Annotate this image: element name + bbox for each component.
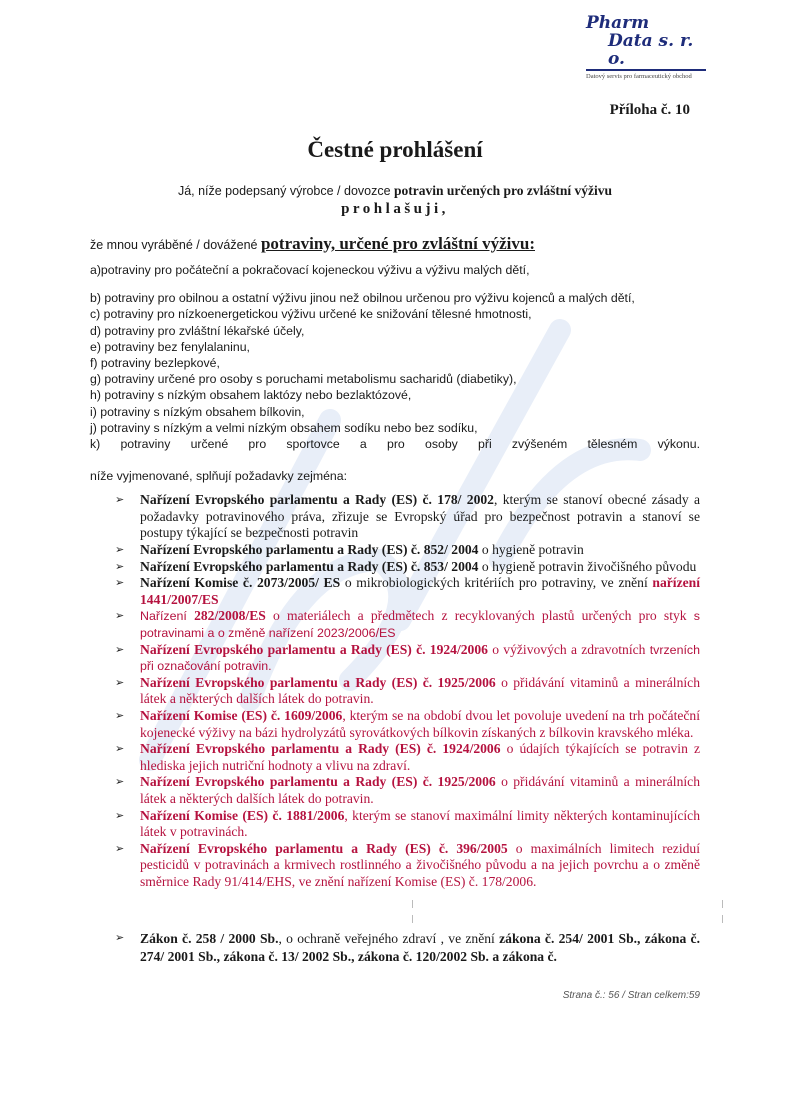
arrow-bullet-icon: ➢	[115, 841, 125, 855]
regulation-title: Nařízení Komise č. 2073/2005/ ES	[140, 575, 341, 591]
regulation-item	[115, 774, 700, 807]
regulation-text: tvrzeních při označování potravin.	[140, 642, 700, 674]
category-item: a)potraviny pro počáteční a pokračovací kojeneckou výživu a výživu malých dětí,	[90, 263, 530, 277]
arrow-bullet-icon: ➢	[115, 775, 125, 789]
category-item: b) potraviny pro obilnou a ostatní výživu jinou než obilnou určenou pro výživu kojenců a malých dětí,	[90, 291, 635, 306]
regulation-text: s potravinami a o změně nařízení 2023/2006/ES	[140, 609, 700, 640]
logo-text-1: Pharm	[586, 13, 650, 33]
regulation-item	[115, 642, 700, 675]
scan-mark	[722, 900, 723, 908]
regulation-text: o přidávání vitaminů a minerálních látek a některých dalších látek do potravin.	[140, 774, 700, 806]
category-item: i) potraviny s nízkým obsahem bílkovin,	[90, 404, 305, 419]
page-footer: Strana č.: 56 / Stran celkem:59	[562, 990, 700, 1002]
statement-prefix: že mnou vyráběné / dovážené	[90, 238, 261, 252]
document-title: Čestné prohlášení	[307, 137, 483, 162]
regulation-item	[115, 808, 700, 841]
arrow-bullet-icon: ➢	[115, 559, 125, 573]
declare-word: prohlašuji,	[341, 201, 449, 217]
regulation-title: Nařízení Evropského parlamentu a Rady (ES) č. 1925/2006	[140, 774, 496, 790]
category-item: h) potraviny s nízkým obsahem laktózy nebo bezlaktózové,	[90, 388, 412, 403]
intro-prefix: Já, níže podepsaný výrobce / dovozce	[177, 184, 395, 198]
regulation-title: Nařízení Evropského parlamentu a Rady (ES) č. 1924/2006	[140, 641, 488, 657]
regulation-text: o údajích týkajících se potravin z hlediska jejich nutriční hodnoty a vlivu na zdraví.	[140, 741, 700, 773]
regulation-item	[115, 542, 700, 559]
regulation-title: nařízení 1441/2007/ES	[140, 575, 700, 607]
arrow-bullet-icon: ➢	[115, 675, 125, 689]
regulation-list	[115, 492, 700, 890]
category-item: g) potraviny určené pro osoby s poruchami metabolismu sacharidů (diabetiky),	[90, 372, 517, 387]
regulation-text: , o ochraně veřejného zdraví , ve znění	[278, 931, 500, 947]
category-item: c) potraviny pro nízkoenergetickou výživu určené ke snižování tělesné hmotnosti,	[90, 307, 532, 322]
regulation-text: o hygieně potravin	[478, 542, 584, 558]
regulation-item	[115, 841, 700, 891]
regulation-text: Nařízení	[140, 609, 195, 624]
arrow-bullet-icon: ➢	[115, 493, 125, 507]
regulation-item	[115, 608, 700, 641]
intro-line	[90, 182, 700, 200]
regulation-item	[115, 675, 700, 708]
regulation-title: Nařízení Evropského parlamentu a Rady (ES) č. 853/ 2004	[140, 558, 479, 574]
arrow-bullet-icon: ➢	[115, 609, 125, 623]
scan-mark	[722, 915, 723, 923]
regulation-item	[115, 492, 700, 542]
page-header	[90, 14, 700, 132]
regulation-text: o mikrobiologických kritériích pro potraviny, ve znění	[340, 575, 653, 591]
intro-bold: potravin určených pro zvláštní výživu	[394, 183, 613, 198]
logo-underline	[586, 69, 706, 71]
regulation-text: o výživových a zdravotních	[487, 641, 650, 657]
regulation-title: Zákon č. 258 / 2000 Sb.	[140, 931, 279, 947]
category-item: d) potraviny pro zvláštní lékařské účely,	[90, 323, 305, 338]
category-item: j) potraviny s nízkým a velmi nízkým obsahem sodíku nebo bez sodíku,	[90, 420, 478, 435]
category-item: e) potraviny bez fenylalaninu,	[90, 339, 250, 354]
regulation-title: Nařízení Komise (ES) č. 1881/2006	[140, 807, 345, 823]
regulation-title: Nařízení Komise (ES) č. 1609/2006	[140, 707, 343, 723]
statement-line	[90, 233, 700, 256]
law-list	[115, 930, 700, 966]
logo-text-2: Data s. r. o.	[608, 31, 694, 69]
regulation-item	[115, 708, 700, 741]
company-logo	[586, 14, 716, 81]
regulation-item	[115, 930, 700, 966]
regulation-text: , kterým se na období dvou let povoluje uvedení na trh počáteční kojenecké výživy na bázi hydrolyzátů syrovátkových bílkovin získaných z bílkovin kravského mléka.	[140, 707, 700, 740]
arrow-bullet-icon: ➢	[115, 642, 125, 656]
arrow-bullet-icon: ➢	[115, 931, 125, 945]
arrow-bullet-icon: ➢	[115, 708, 125, 722]
regulation-title: Nařízení Evropského parlamentu a Rady (ES) č. 396/2005	[140, 840, 508, 856]
regulation-text: o maximálních limitech reziduí pesticidů v potravinách a krmivech rostlinného a živočišného původu a na jejich povrchu a o změně směrnice Rady 91/414/EHS, ve znění nařízení Komise (ES) č. 178/2006.	[140, 840, 700, 889]
regulation-item	[115, 741, 700, 774]
category-item: k) potraviny určené pro sportovce a pro osoby při zvýšeném tělesném výkonu.	[90, 437, 700, 452]
regulation-title: Nařízení Evropského parlamentu a Rady (ES) č. 1924/2006	[140, 741, 501, 757]
category-list	[90, 290, 700, 452]
category-item: f) potraviny bezlepkové,	[90, 356, 220, 371]
regulation-item	[115, 575, 700, 608]
regulation-title: Nařízení Evropského parlamentu a Rady (ES) č. 852/ 2004	[140, 542, 479, 558]
regulation-text: , kterým se stanoví obecné zásady a požadavky potravinového práva, zřizuje se Evropský úřad pro bezpečnost potravin a stanoví se postupy týkající se bezpečnosti potravin	[140, 492, 700, 541]
scan-mark	[412, 900, 413, 908]
regulation-title: zákona č. 254/ 2001 Sb., zákona č. 274/ 2001 Sb., zákona č. 13/ 2002 Sb., zákona č. 120/2002 Sb. a zákona č.	[140, 931, 700, 965]
scan-marks	[115, 890, 700, 930]
regulation-text: o přidávání vitaminů a minerálních látek a některých dalších látek do potravin.	[140, 674, 700, 707]
annex-label: Příloha č. 10	[609, 102, 690, 118]
arrow-bullet-icon: ➢	[115, 742, 125, 756]
requirements-intro: níže vyjmenované, splňují požadavky zejména:	[90, 469, 348, 484]
regulation-item	[115, 559, 700, 576]
regulation-text: o materiálech a předmětech z recyklovaných plastů určených pro styk	[265, 608, 694, 624]
arrow-bullet-icon: ➢	[115, 576, 125, 590]
regulation-text: o hygieně potravin živočišného původu	[478, 558, 697, 574]
regulation-title: Nařízení Evropského parlamentu a Rady (ES) č. 1925/2006	[140, 674, 496, 690]
arrow-bullet-icon: ➢	[115, 808, 125, 822]
regulation-text: , kterým se stanoví maximální limity některých kontaminujících látek v potravinách.	[140, 807, 700, 840]
arrow-bullet-icon: ➢	[115, 543, 125, 557]
statement-bold: potraviny, určené pro zvláštní výživu:	[260, 234, 535, 253]
logo-tagline: Datový servis pro farmaceutický obchod	[586, 73, 692, 80]
regulation-title: Nařízení Evropského parlamentu a Rady (ES) č. 178/ 2002	[140, 492, 494, 508]
regulation-title: 282/2008/ES	[194, 608, 266, 624]
scan-mark	[412, 915, 413, 923]
